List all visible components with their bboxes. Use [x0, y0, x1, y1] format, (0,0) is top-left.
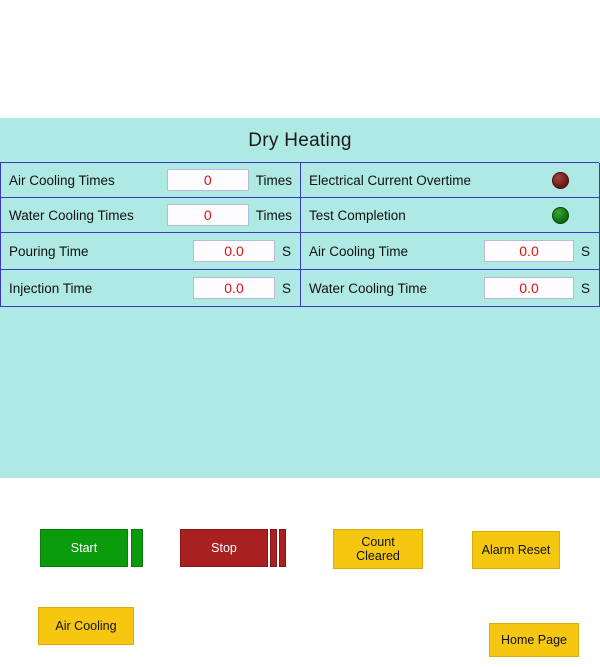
count-cleared-button[interactable] [333, 529, 423, 569]
air-cooling-times-unit: Times [255, 172, 292, 188]
injection-time-unit: S [282, 280, 292, 296]
test-completion-lamp-icon [552, 207, 569, 224]
electrical-current-overtime-lamp-icon [552, 172, 569, 189]
start-button-tab[interactable] [131, 529, 143, 567]
home-page-button[interactable]: Home Page [489, 623, 579, 657]
status-grid [0, 162, 599, 307]
air-cooling-time-unit: S [581, 243, 591, 259]
alarm-reset-button[interactable]: Alarm Reset [472, 531, 560, 569]
pouring-time-label: Pouring Time [9, 243, 89, 259]
test-completion-label: Test Completion [309, 207, 406, 223]
air-cooling-time-label: Air Cooling Time [309, 243, 409, 259]
air-cooling-time-value[interactable]: 0.0 [484, 240, 574, 262]
stop-button-tab-1[interactable] [270, 529, 277, 567]
pouring-time-unit: S [282, 243, 292, 259]
field-electrical-current-overtime [301, 163, 600, 198]
pouring-time-value[interactable]: 0.0 [193, 240, 275, 262]
page-title: Dry Heating [248, 130, 352, 151]
water-cooling-times-value[interactable]: 0 [167, 204, 249, 226]
field-air-cooling-times [1, 163, 301, 198]
injection-time-value[interactable]: 0.0 [193, 277, 275, 299]
field-pouring-time [1, 233, 301, 270]
electrical-current-overtime-label: Electrical Current Overtime [309, 172, 472, 188]
start-button[interactable]: Start [40, 529, 128, 567]
water-cooling-times-unit: Times [255, 207, 292, 223]
injection-time-label: Injection Time [9, 280, 93, 296]
field-test-completion [301, 198, 600, 233]
stop-button[interactable]: Stop [180, 529, 268, 567]
field-injection-time [1, 270, 301, 307]
field-air-cooling-time [301, 233, 600, 270]
hmi-screen [0, 118, 600, 647]
stop-button-tab-2[interactable] [279, 529, 286, 567]
button-area [0, 307, 600, 667]
water-cooling-time-label: Water Cooling Time [309, 280, 428, 296]
water-cooling-time-unit: S [581, 280, 591, 296]
air-cooling-times-value[interactable]: 0 [167, 169, 249, 191]
count-cleared-line2: Cleared [356, 549, 400, 563]
air-cooling-button[interactable]: Air Cooling [38, 607, 134, 645]
air-cooling-times-label: Air Cooling Times [9, 172, 115, 188]
field-water-cooling-time [301, 270, 600, 307]
count-cleared-line1: Count [361, 534, 395, 549]
field-water-cooling-times [1, 198, 301, 233]
water-cooling-time-value[interactable]: 0.0 [484, 277, 574, 299]
water-cooling-times-label: Water Cooling Times [9, 207, 134, 223]
